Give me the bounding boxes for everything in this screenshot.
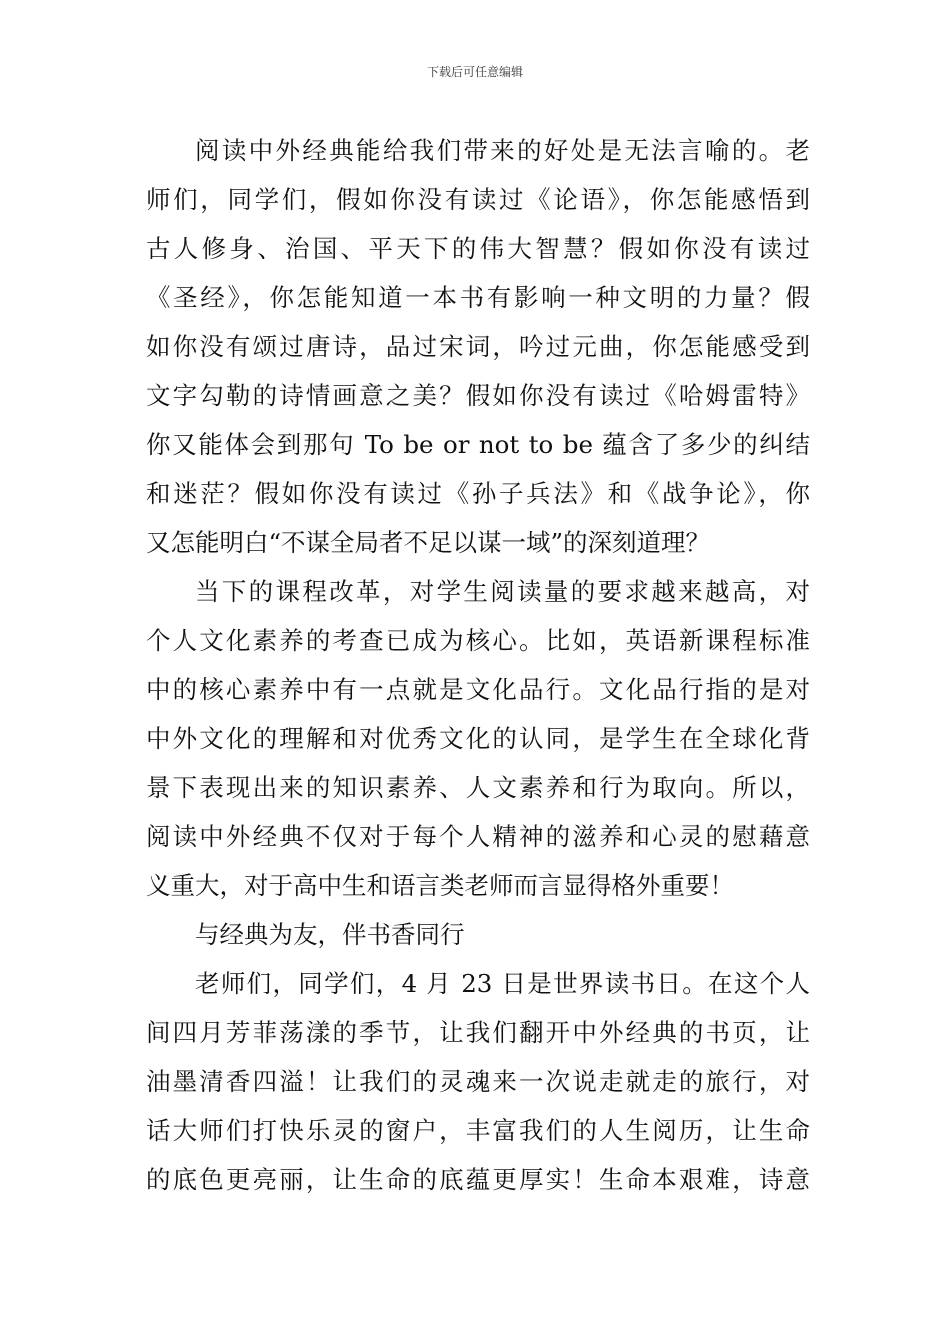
- text-line: 又怎能明白“不谋全局者不足以谋一域”的深刻道理？: [146, 528, 711, 557]
- text-line: 古人修身、治国、平天下的伟大智慧？假如你没有读过: [146, 234, 810, 263]
- section-heading: 与经典为友，伴书香同行: [195, 920, 465, 949]
- page-header: 下载后可任意编辑: [426, 65, 523, 79]
- text-line: 当下的课程改革，对学生阅读量的要求越来越高，对: [195, 577, 810, 606]
- text-line: 阅读中外经典不仅对于每个人精神的滋养和心灵的慰藉意: [146, 822, 810, 851]
- text-line: 师们，同学们，假如你没有读过《论语》，你怎能感悟到: [146, 185, 810, 214]
- text-line: 《圣经》，你怎能知道一本书有影响一种文明的力量？假: [146, 283, 810, 312]
- text-line: 油墨清香四溢！让我们的灵魂来一次说走就走的旅行，对: [146, 1067, 810, 1096]
- text-line: 中外文化的理解和对优秀文化的认同，是学生在全球化背: [146, 724, 810, 753]
- text-line: 义重大，对于高中生和语言类老师而言显得格外重要！: [146, 871, 734, 900]
- text-line: 和迷茫？假如你没有读过《孙子兵法》和《战争论》，你: [146, 479, 810, 508]
- text-line: 文字勾勒的诗情画意之美？假如你没有读过《哈姆雷特》: [146, 381, 810, 410]
- text-line: 景下表现出来的知识素养、人文素养和行为取向。所以，: [146, 773, 810, 802]
- text-line: 中的核心素养中有一点就是文化品行。文化品行指的是对: [146, 675, 810, 704]
- text-line: 如你没有颂过唐诗，品过宋词，吟过元曲，你怎能感受到: [146, 332, 810, 361]
- text-line: 阅读中外经典能给我们带来的好处是无法言喻的。老: [195, 136, 810, 165]
- text-line: 话大师们打快乐灵的窗户，丰富我们的人生阅历，让生命: [146, 1116, 810, 1145]
- text-line: 个人文化素养的考查已成为核心。比如，英语新课程标准: [146, 626, 810, 655]
- text-line: 间四月芳菲荡漾的季节，让我们翻开中外经典的书页，让: [146, 1018, 810, 1047]
- text-line: 你又能体会到那句 To be or not to be 蕴含了多少的纠结: [146, 430, 810, 459]
- text-line: 的底色更亮丽，让生命的底蕴更厚实！生命本艰难，诗意: [146, 1165, 810, 1194]
- document-body: [146, 126, 810, 1204]
- text-line: 老师们，同学们，4 月 23 日是世界读书日。在这个人: [195, 969, 810, 998]
